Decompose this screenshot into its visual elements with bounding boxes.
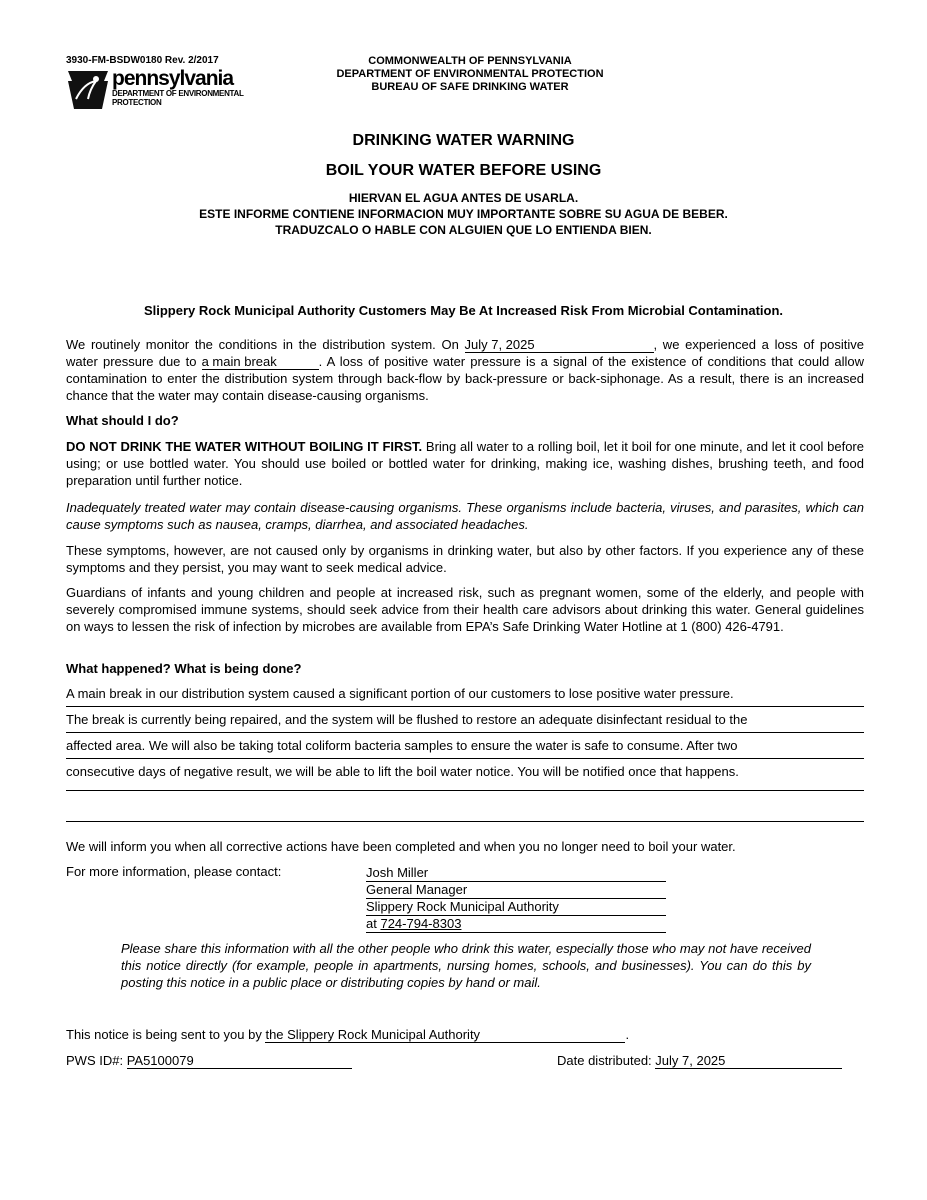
contact-organization: Slippery Rock Municipal Authority [366, 899, 666, 916]
incident-cause: a main break [202, 355, 319, 370]
rule [66, 732, 864, 733]
spanish-notice: HIERVAN EL AGUA ANTES DE USARLA. ESTE INFORME CONTIENE INFORMACION MUY IMPORTANTE SOBRE SU AGUA DE BEBER. TRADUZCALO O HABLE CON ALGUIEN QUE LO ENTIENDA BIEN. [199, 191, 728, 237]
organisms-warning: Inadequately treated water may contain disease-causing organisms. These organisms include bacteria, viruses, and parasites, which can cause symptoms such as nausea, cramps, diarrhea, and associated headaches. [66, 500, 864, 532]
share-notice: Please share this information with all the other people who drink this water, especially those who may not have received this notice directly (for example, people in apartments, nursing homes, schools, and businesses). You can do this by posting this notice in a public place or distributing copies by hand or mail. [121, 941, 811, 990]
section-heading: What should I do? [66, 413, 179, 428]
agency-line: DEPARTMENT OF ENVIRONMENTAL PROTECTION [336, 68, 604, 80]
section-heading: What happened? What is being done? [66, 661, 302, 676]
pa-dep-logo [66, 69, 266, 111]
pws-id-line: PWS ID#: PA5100079 [66, 1053, 352, 1069]
risk-statement: Slippery Rock Municipal Authority Customers May Be At Increased Risk From Microbial Contamination. [143, 303, 784, 318]
contact-label: For more information, please contact: [66, 864, 282, 879]
rule [66, 821, 864, 822]
date-distributed-line: Date distributed: July 7, 2025 [557, 1053, 842, 1069]
agency-block [300, 55, 640, 94]
ruled-line: A main break in our distribution system caused a significant portion of our customers to lose positive water pressure. [66, 686, 734, 701]
boil-instructions: DO NOT DRINK THE WATER WITHOUT BOILING IT FIRST. Bring all water to a rolling boil, let it boil for one minute, and let it cool before using; or use bottled water. You should use boiled or bottled water for drinking, making ice, washing dishes, brushing teeth, and food preparation until further notice. [66, 439, 864, 488]
rule [66, 758, 864, 759]
contact-block [366, 865, 666, 933]
corrective-actions-note: We will inform you when all corrective actions have been completed and when you no longer need to boil your water. [66, 839, 736, 854]
contact-phone-row: at 724-794-8303 [366, 916, 666, 933]
logo-subtitle: DEPARTMENT OF ENVIRONMENTAL PROTECTION [112, 89, 244, 107]
agency-line: COMMONWEALTH OF PENNSYLVANIA [368, 55, 572, 67]
logo-wordmark: pennsylvania [112, 67, 234, 90]
ruled-line: consecutive days of negative result, we will be able to lift the boil water notice. You will be notified once that happens. [66, 764, 739, 779]
agency-line: BUREAU OF SAFE DRINKING WATER [371, 81, 569, 93]
rule [66, 790, 864, 791]
page-title: DRINKING WATER WARNING [352, 132, 575, 149]
sent-by-line: This notice is being sent to you by the Slippery Rock Municipal Authority . [66, 1027, 630, 1042]
sent-by-value: the Slippery Rock Municipal Authority [265, 1028, 625, 1043]
ruled-line: The break is currently being repaired, and the system will be flushed to restore an adequate disinfectant residual to the [66, 712, 748, 727]
incident-date: July 7, 2025 [465, 338, 654, 353]
keystone-icon [66, 69, 110, 111]
date-distributed-value: July 7, 2025 [655, 1054, 842, 1069]
contact-name: Josh Miller [366, 865, 666, 882]
guardians-paragraph: Guardians of infants and young children and people at increased risk, such as pregnant women, some of the elderly, and people with severely compromised immune systems, should seek advice from their health care advisors about drinking this water. General guidelines on ways to lessen the risk of infection by microbes are available from EPA’s Safe Drinking Water Hotline at 1 (800) 426-4791. [66, 585, 864, 634]
ruled-line: affected area. We will also be taking total coliform bacteria samples to ensure the water is safe to consume. After two [66, 738, 738, 753]
contact-title: General Manager [366, 882, 666, 899]
customers-name: Slippery Rock Municipal Authority Customers [143, 303, 427, 318]
symptoms-paragraph: These symptoms, however, are not caused only by organisms in drinking water, but also by other factors. If you experience any of these symptoms and they persist, you may want to seek medical advice. [66, 543, 864, 575]
form-number: 3930-FM-BSDW0180 Rev. 2/2017 [66, 55, 219, 66]
intro-paragraph: We routinely monitor the conditions in the distribution system. On July 7, 2025 , we experienced a loss of positive water pressure due to a main break . A loss of positive water pressure is a signal of the existence of conditions that could allow contamination to enter the distribution system through back-flow by back-pressure or back-siphonage. As a result, there is an increased chance that the water may contain disease-causing organisms. [66, 337, 864, 403]
contact-phone: 724-794-8303 [380, 916, 462, 931]
pws-id-value: PA5100079 [127, 1054, 352, 1069]
page-subtitle: BOIL YOUR WATER BEFORE USING [325, 162, 602, 179]
rule [66, 706, 864, 707]
